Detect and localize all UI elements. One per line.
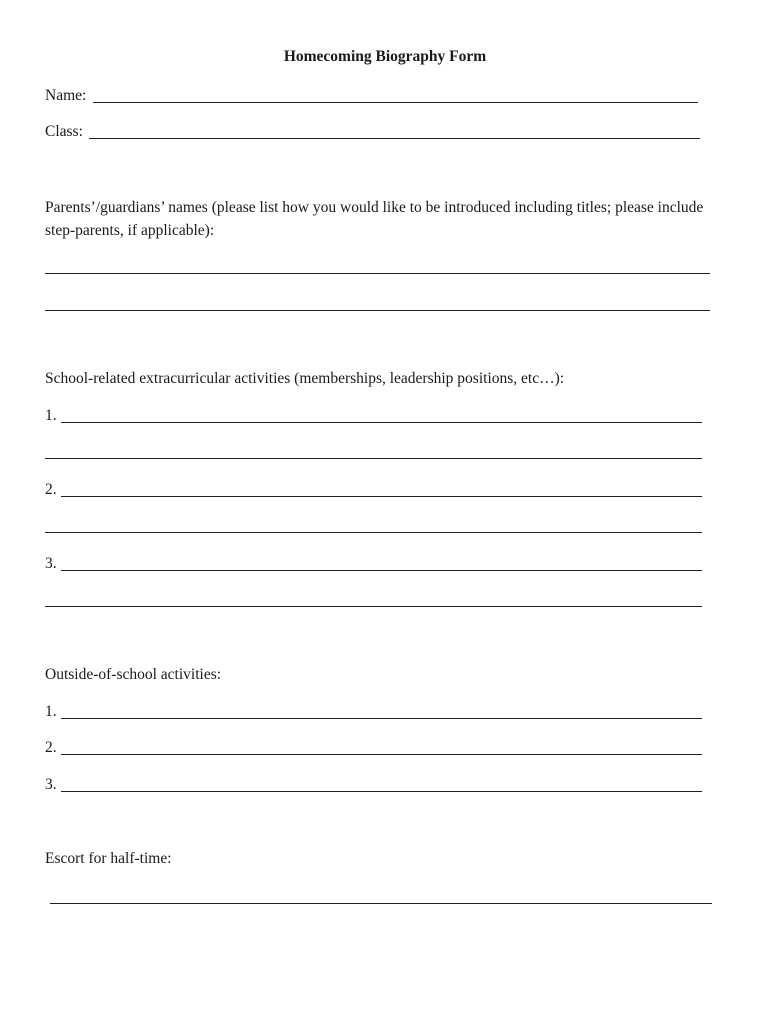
outside-activities-label: Outside-of-school activities: — [45, 666, 222, 683]
outside-activity-field-1[interactable] — [61, 718, 702, 719]
outside-activity-field-2[interactable] — [61, 754, 702, 755]
class-field[interactable] — [89, 138, 700, 139]
outside-activity-number-2: 2. — [45, 739, 57, 756]
escort-label: Escort for half-time: — [45, 850, 172, 867]
name-field[interactable] — [93, 102, 698, 103]
school-activity-field-1-continued[interactable] — [45, 458, 702, 459]
class-label: Class: — [45, 123, 83, 140]
school-activity-field-2[interactable] — [61, 496, 702, 497]
parents-prompt: Parents’/guardians’ names (please list how you would like to be introduced including titles; please include step-parents, if applicable): — [45, 199, 704, 239]
parents-field-line-1[interactable] — [45, 273, 710, 274]
school-activity-field-1[interactable] — [61, 422, 702, 423]
outside-activity-number-1: 1. — [45, 703, 57, 720]
school-activity-field-3-continued[interactable] — [45, 606, 702, 607]
name-label: Name: — [45, 87, 87, 104]
outside-activity-field-3[interactable] — [61, 791, 702, 792]
form-title: Homecoming Biography Form — [283, 48, 487, 65]
school-activities-label: School-related extracurricular activities (memberships, leadership positions, etc…): — [45, 370, 565, 387]
school-activity-number-2: 2. — [45, 481, 57, 498]
school-activity-number-1: 1. — [45, 407, 57, 424]
school-activity-field-2-continued[interactable] — [45, 532, 702, 533]
parents-field-line-2[interactable] — [45, 310, 710, 311]
school-activity-field-3[interactable] — [61, 570, 702, 571]
outside-activity-number-3: 3. — [45, 776, 57, 793]
school-activity-number-3: 3. — [45, 555, 57, 572]
escort-field[interactable] — [50, 903, 712, 904]
